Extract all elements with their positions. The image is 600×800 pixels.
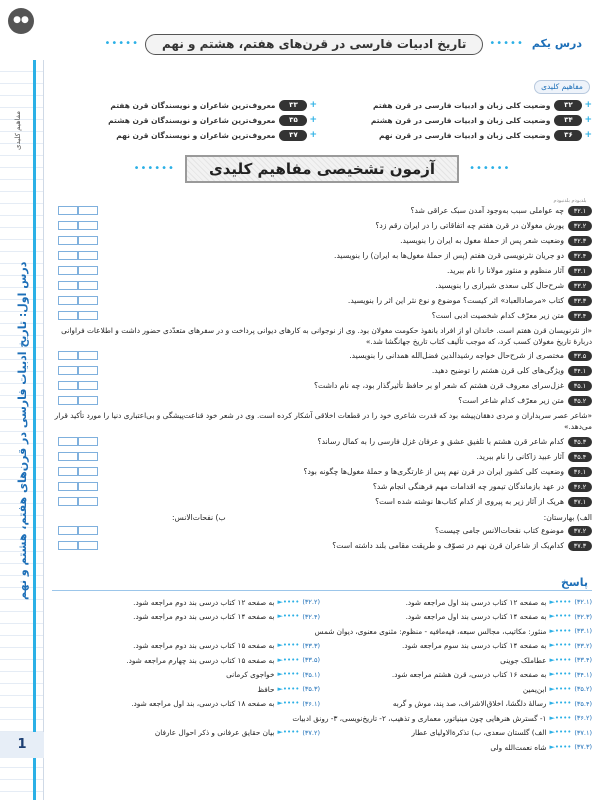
answer-ref: (۳۵.۴) (574, 699, 592, 708)
concepts-tag: مفاهیم کلیدی (534, 80, 590, 94)
answer-text: به صفحه ۱۴ کتاب درسی بند سوم مراجعه شود. (402, 641, 547, 651)
answer-text: ۱- گسترش هنرهایی چون مینیاتور، معماری و تذهیب، ۲- تاریخ‌نویسی، ۳- رونق ادبیات (292, 713, 547, 723)
arrow-icon: ••••► (277, 670, 300, 679)
question-group (52, 525, 592, 555)
quiz-title-bar (52, 152, 592, 186)
answer-item (52, 656, 320, 665)
concept-badge: ۳۷ (279, 130, 307, 141)
knew-checkbox[interactable] (78, 497, 98, 506)
answer-row (52, 740, 592, 755)
knew-checkbox[interactable] (78, 366, 98, 375)
answer-item (52, 728, 320, 737)
page-main (52, 0, 592, 800)
self-check-boxes (58, 541, 98, 550)
knew-checkbox[interactable] (78, 206, 98, 215)
question-text: ویژگی‌های کلی قرن هشتم را توضیح دهید. (431, 366, 564, 376)
plus-icon: + (584, 114, 592, 125)
question-text: وضعیت کلی کشور ایران در قرن نهم پس از غارتگری‌ها و حملهٔ مغول‌ها چگونه بود؟ (303, 466, 564, 476)
answer-text: بیان حقایق عرفانی و ذکر احوال عارفان (154, 728, 275, 738)
knew-checkbox[interactable] (78, 311, 98, 320)
arrow-icon: ••••► (277, 699, 300, 708)
arrow-icon: ••••► (549, 742, 572, 751)
question-number: ۳۳.۴ (568, 311, 592, 321)
question-row (52, 310, 592, 325)
question-text: آثار منظوم و منثور مولانا را نام ببرید. (447, 266, 564, 275)
question-passage: «شاعر عصر سربداران و مردی دهقان‌پیشه بود که قدرت شاعری خود را در قطعات اخلاقی آشکار کرده است. وی در شعر خود قناعت‌پیشگی و بی‌اعتباری دنیا را مورد تأکید قرار می‌دهد.» (54, 411, 592, 432)
didnt-know-checkbox[interactable] (58, 266, 78, 275)
arrow-icon: ••••► (549, 612, 572, 621)
didnt-know-checkbox[interactable] (58, 281, 78, 290)
self-check-boxes (58, 452, 98, 461)
arrow-icon: ••••► (277, 655, 300, 664)
answer-item (324, 685, 592, 694)
concept-item (327, 98, 592, 113)
question-list (52, 205, 592, 555)
quiz-title: آزمون تشخیصی مفاهیم کلیدی (185, 155, 459, 184)
question-number: ۳۵.۱ (568, 381, 592, 391)
concept-text: وضعیت کلی زبان و ادبیات فارسی در قرن نهم (378, 130, 551, 140)
question-number: ۳۷.۱ (568, 497, 592, 507)
dots-decoration: •••••• (469, 162, 511, 174)
question-row (52, 496, 592, 511)
question-text: کدام‌یک از شاعران قرن نهم در تصوّف و طریقت مقامی بلند داشته است؟ (332, 541, 564, 551)
answer-row (52, 711, 592, 726)
answer-row (52, 624, 592, 639)
arrow-icon: ••••► (549, 641, 572, 650)
answer-ref: (۳۳.۳) (302, 641, 320, 650)
concept-item (327, 128, 592, 143)
lesson-label: درس یکم (531, 37, 582, 51)
knew-checkbox[interactable] (78, 351, 98, 360)
question-row (52, 466, 592, 481)
side-section-label: مفاهیم کلیدی (14, 110, 22, 150)
didnt-know-checkbox[interactable] (58, 236, 78, 245)
question-text: متن زیر معرّف کدام شاعر است؟ (458, 396, 564, 406)
question-text: کدام شاعر قرن هشتم با تلفیق عشق و عرفان غزل فارسی را به کمال رساند؟ (317, 436, 564, 446)
self-check-boxes (58, 296, 98, 305)
question-number: ۳۳.۳ (568, 296, 592, 306)
dots-decoration: ••••• (104, 37, 139, 49)
concept-item (52, 128, 317, 143)
question-number: ۳۳.۱ (568, 266, 592, 276)
arrow-icon: ••••► (549, 713, 572, 722)
question-row (52, 265, 592, 280)
question-row (52, 525, 592, 540)
answer-item (52, 598, 320, 607)
knew-checkbox[interactable] (78, 381, 98, 390)
answer-row (52, 726, 592, 741)
self-check-boxes (58, 236, 98, 245)
choice-b: ب) نفحات‌الانس: (172, 512, 226, 522)
answer-item (324, 656, 592, 665)
answer-ref: (۳۵.۳) (302, 685, 320, 694)
concept-text: وضعیت کلی زبان و ادبیات فارسی در قرن هشتم (370, 115, 551, 125)
question-text: مختصری از شرح‌حال خواجه رشیدالدین فضل‌الله همدانی را بنویسید. (349, 351, 564, 361)
question-row (52, 295, 592, 310)
concept-item (52, 98, 317, 113)
answer-text: به صفحه ۱۸ کتاب درسی، بند اول مراجعه شود. (131, 699, 275, 709)
plus-icon: + (309, 99, 317, 110)
concept-badge: ۳۴ (554, 115, 582, 126)
arrow-icon: ••••► (549, 684, 572, 693)
didnt-know-checkbox[interactable] (58, 437, 78, 446)
arrow-icon: ••••► (549, 597, 572, 606)
answer-text: به صفحه ۱۴ کتاب درسی بند دوم مراجعه شود. (133, 612, 275, 622)
question-number: ۳۳.۲ (568, 281, 592, 291)
answer-ref: (۳۷.۲) (302, 728, 320, 737)
self-check-boxes (58, 381, 98, 390)
question-row (52, 250, 592, 265)
arrow-icon: ••••► (549, 655, 572, 664)
answer-ref: (۳۲.۱) (574, 598, 592, 607)
arrow-icon: ••••► (549, 699, 572, 708)
question-row (52, 436, 592, 451)
self-check-boxes (58, 497, 98, 506)
answer-item (52, 670, 320, 679)
arrow-icon: ••••► (549, 670, 572, 679)
answer-ref: (۳۵.۲) (574, 685, 592, 694)
didnt-know-checkbox[interactable] (58, 251, 78, 260)
key-concepts (52, 98, 592, 148)
knew-checkbox[interactable] (78, 541, 98, 550)
dots-decoration: •••••• (133, 162, 175, 174)
arrow-icon: ••••► (277, 597, 300, 606)
answer-text: رسالهٔ دلگشا، اخلاق‌الاشراف، صد پند، موش و گربه (392, 699, 547, 709)
question-number: ۳۶.۱ (568, 467, 592, 477)
knew-checkbox[interactable] (78, 236, 98, 245)
arrow-icon: ••••► (277, 641, 300, 650)
knew-checkbox[interactable] (78, 467, 98, 476)
answer-row (52, 668, 592, 683)
concept-badge: ۳۲ (554, 100, 582, 111)
answer-ref: (۳۷.۳) (574, 743, 592, 752)
answer-text: منثور: مکاتیب، مجالس سبعه، فیه‌مافیه - منظوم: مثنوی معنوی، دیوان شمس (314, 626, 547, 636)
self-check-boxes (58, 396, 98, 405)
didnt-know-checkbox[interactable] (58, 497, 78, 506)
concept-item (52, 113, 317, 128)
lesson-title: تاریخ ادبیات فارسی در قرن‌های هفتم، هشتم و نهم (145, 34, 483, 55)
answer-text: به صفحه ۱۲ کتاب درسی بند دوم مراجعه شود. (133, 597, 275, 607)
answer-item (324, 728, 592, 737)
didnt-know-checkbox[interactable] (58, 452, 78, 461)
question-number: ۳۵.۳ (568, 437, 592, 447)
answer-item (324, 743, 592, 752)
answer-text: خواجوی کرمانی (226, 670, 275, 680)
didnt-know-checkbox[interactable] (58, 541, 78, 550)
self-check-boxes (58, 482, 98, 491)
self-check-boxes (58, 311, 98, 320)
knew-checkbox[interactable] (78, 452, 98, 461)
question-text: متن زیر معرّف کدام شخصیت ادبی است؟ (431, 311, 564, 320)
question-number: ۳۳.۵ (568, 351, 592, 361)
didnt-know-checkbox[interactable] (58, 206, 78, 215)
answer-item (324, 612, 592, 621)
question-passage: «از نثرنویسان قرن هفتم است. خاندان او از افراد بانفوذ حکومت مغولان بود. وی از نوجوانی به کارهای دیوانی پرداخت و در سفرهای متعدّدی حضور داشت و اطلاعات فراوانی دربارهٔ تاریخ مغولان کسب کرد، که موجب تألیف کتاب تاریخ جهانگشا شد.» (61, 326, 592, 346)
didnt-know-checkbox[interactable] (58, 396, 78, 405)
answer-item (52, 641, 320, 650)
arrow-icon: ••••► (277, 612, 300, 621)
answer-row (52, 653, 592, 668)
question-number: ۳۷.۲ (568, 526, 592, 536)
answer-item (52, 627, 592, 636)
answer-text: به صفحه ۱۵ کتاب درسی بند دوم مراجعه شود. (133, 641, 275, 651)
question-row (52, 451, 592, 466)
answer-item (52, 612, 320, 621)
concept-badge: ۳۶ (554, 130, 582, 141)
question-row (52, 350, 592, 365)
answer-ref: (۳۵.۱) (302, 670, 320, 679)
didnt-know-checkbox[interactable] (58, 296, 78, 305)
question-text: یورش مغولان در قرن هفتم چه اتفاقاتی را در ایران رقم زد؟ (375, 221, 564, 230)
answer-item (52, 685, 320, 694)
question-row (52, 365, 592, 380)
question-group (52, 205, 592, 325)
answer-item (52, 699, 320, 708)
self-check-headers: بلدبودم بلدنبودم (553, 198, 587, 204)
self-check-boxes (58, 351, 98, 360)
answers-divider (52, 590, 592, 591)
question-number: ۳۲.۱ (568, 206, 592, 216)
knew-checkbox[interactable] (78, 526, 98, 535)
dots-decoration: ••••• (489, 37, 524, 49)
question-text: چه عواملی سبب به‌وجود آمدن سبک عراقی شد؟ (410, 206, 564, 215)
didnt-know-checkbox[interactable] (58, 311, 78, 320)
question-text: هریک از آثار زیر به پیروی از کدام کتاب‌ها نوشته شده است؟ (375, 496, 564, 506)
plus-icon: + (584, 129, 592, 140)
answer-item (324, 641, 592, 650)
question-text: در عهد بازماندگان تیمور چه اقدامات مهم فرهنگی انجام شد؟ (372, 481, 564, 491)
knew-checkbox[interactable] (78, 221, 98, 230)
concept-badge: ۳۳ (279, 100, 307, 111)
didnt-know-checkbox[interactable] (58, 467, 78, 476)
concept-text: معروف‌ترین شاعران و نویسندگان قرن هشتم (108, 115, 276, 125)
plus-icon: + (309, 114, 317, 125)
question-row (52, 540, 592, 555)
publisher-logo-icon: ●● (8, 8, 34, 34)
answer-item (324, 598, 592, 607)
question-row (52, 380, 592, 395)
answer-item (324, 699, 592, 708)
self-check-boxes (58, 366, 98, 375)
answer-text: عطاملک جوینی (500, 655, 547, 665)
knew-checkbox[interactable] (78, 281, 98, 290)
answer-text: به صفحه ۱۶ کتاب درسی، قرن هشتم مراجعه شود. (391, 670, 547, 680)
didnt-know-checkbox[interactable] (58, 366, 78, 375)
answer-ref: (۳۳.۱) (574, 627, 592, 636)
question-number: ۳۲.۳ (568, 236, 592, 246)
question-row (52, 235, 592, 250)
answer-text: به صفحه ۱۵ کتاب درسی بند چهارم مراجعه شود. (126, 655, 275, 665)
answer-text: به صفحه ۱۴ کتاب درسی بند اول مراجعه شود. (405, 612, 547, 622)
answer-row (52, 682, 592, 697)
question-text: شرح‌حال کلی سعدی شیرازی را بنویسید. (435, 281, 564, 290)
knew-checkbox[interactable] (78, 437, 98, 446)
question-text: دو جریان نثرنویسی قرن هفتم (پس از حملهٔ مغول‌ها به ایران) را بنویسید. (334, 251, 564, 260)
arrow-icon: ••••► (277, 684, 300, 693)
self-check-boxes (58, 467, 98, 476)
plus-icon: + (584, 99, 592, 110)
question-group (52, 436, 592, 511)
didnt-know-checkbox[interactable] (58, 526, 78, 535)
self-check-boxes (58, 526, 98, 535)
concept-text: معروف‌ترین شاعران و نویسندگان قرن هفتم (110, 100, 276, 110)
concept-text: معروف‌ترین شاعران و نویسندگان قرن نهم (116, 130, 276, 140)
question-text: وضعیت شعر پس از حملهٔ مغول به ایران را بنویسید. (400, 236, 564, 245)
question-row (52, 395, 592, 410)
answer-text: ابن‌یمین (522, 684, 547, 694)
question-row (52, 220, 592, 235)
self-check-boxes (58, 251, 98, 260)
knew-checkbox[interactable] (78, 296, 98, 305)
concept-badge: ۳۵ (279, 115, 307, 126)
arrow-icon: ••••► (277, 728, 300, 737)
question-number: ۳۲.۲ (568, 221, 592, 231)
lesson-header (62, 33, 582, 55)
answer-ref: (۳۲.۳) (574, 612, 592, 621)
didnt-know-checkbox[interactable] (58, 351, 78, 360)
question-number: ۳۶.۲ (568, 482, 592, 492)
answer-ref: (۳۲.۴) (302, 612, 320, 621)
answer-text: حافظ (257, 684, 275, 694)
answers-title: پاسخ (560, 576, 588, 589)
question-number: ۳۴.۱ (568, 366, 592, 376)
question-number: ۳۲.۴ (568, 251, 592, 261)
answers-list (52, 595, 592, 755)
answer-row (52, 610, 592, 625)
self-check-boxes (58, 221, 98, 230)
answer-text: شاه نعمت‌الله ولی (490, 742, 547, 752)
didnt-know-checkbox[interactable] (58, 482, 78, 491)
answer-ref: (۳۶.۲) (574, 714, 592, 723)
answer-text: الف) گلستان سعدی، ب) تذکرةالاولیای عطار (411, 728, 547, 738)
answer-ref: (۳۳.۴) (574, 656, 592, 665)
answer-ref: (۳۷.۱) (574, 728, 592, 737)
arrow-icon: ••••► (549, 626, 572, 635)
answer-row (52, 595, 592, 610)
self-check-boxes (58, 281, 98, 290)
answer-row (52, 697, 592, 712)
didnt-know-checkbox[interactable] (58, 381, 78, 390)
knew-checkbox[interactable] (78, 251, 98, 260)
knew-checkbox[interactable] (78, 482, 98, 491)
concept-item (327, 113, 592, 128)
question-row (52, 205, 592, 220)
side-accent-line (33, 0, 36, 800)
choice-a: الف) بهارستان: (543, 512, 592, 522)
concepts-right-column (327, 98, 592, 143)
question-row (52, 481, 592, 496)
self-check-boxes (58, 266, 98, 275)
side-chapter-title: درس اول: تاریخ ادبیات فارسی در قرن‌های هفتم، هشتم و نهم (16, 261, 29, 600)
didnt-know-checkbox[interactable] (58, 221, 78, 230)
question-text: غزل‌سرای معروف قرن هشتم که شعر او بر حافظ تأثیرگذار بود، چه نام داشت؟ (314, 381, 564, 391)
answer-row (52, 639, 592, 654)
side-top (0, 0, 44, 60)
question-number: ۳۵.۴ (568, 452, 592, 462)
arrow-icon: ••••► (549, 728, 572, 737)
answer-ref: (۳۴.۱) (574, 670, 592, 679)
knew-checkbox[interactable] (78, 396, 98, 405)
answer-text: به صفحه ۱۲ کتاب درسی بند اول مراجعه شود. (405, 597, 547, 607)
self-check-boxes (58, 206, 98, 215)
answer-ref: (۳۲.۲) (302, 598, 320, 607)
concepts-left-column (52, 98, 317, 143)
question-row (52, 280, 592, 295)
question-text: آثار عبید زاکانی را نام ببرید. (476, 451, 564, 461)
concept-text: وضعیت کلی زبان و ادبیات فارسی در قرن هفتم (373, 100, 551, 110)
question-text: کتاب «مرصادالعباد» اثر کیست؟ موضوع و نوع نثر این اثر را بنویسید. (347, 296, 564, 305)
knew-checkbox[interactable] (78, 266, 98, 275)
answer-ref: (۳۳.۵) (302, 656, 320, 665)
plus-icon: + (309, 129, 317, 140)
self-check-boxes (58, 437, 98, 446)
question-text: موضوع کتاب نفحات‌الانس جامی چیست؟ (434, 526, 564, 536)
answer-item (292, 713, 592, 723)
answer-ref: (۳۳.۲) (574, 641, 592, 650)
page-number: 1 (0, 732, 44, 758)
question-number: ۳۵.۲ (568, 396, 592, 406)
answer-ref: (۳۶.۱) (302, 699, 320, 708)
question-group (52, 350, 592, 410)
answer-item (324, 670, 592, 679)
question-number: ۳۷.۳ (568, 541, 592, 551)
question-choices (52, 511, 592, 525)
